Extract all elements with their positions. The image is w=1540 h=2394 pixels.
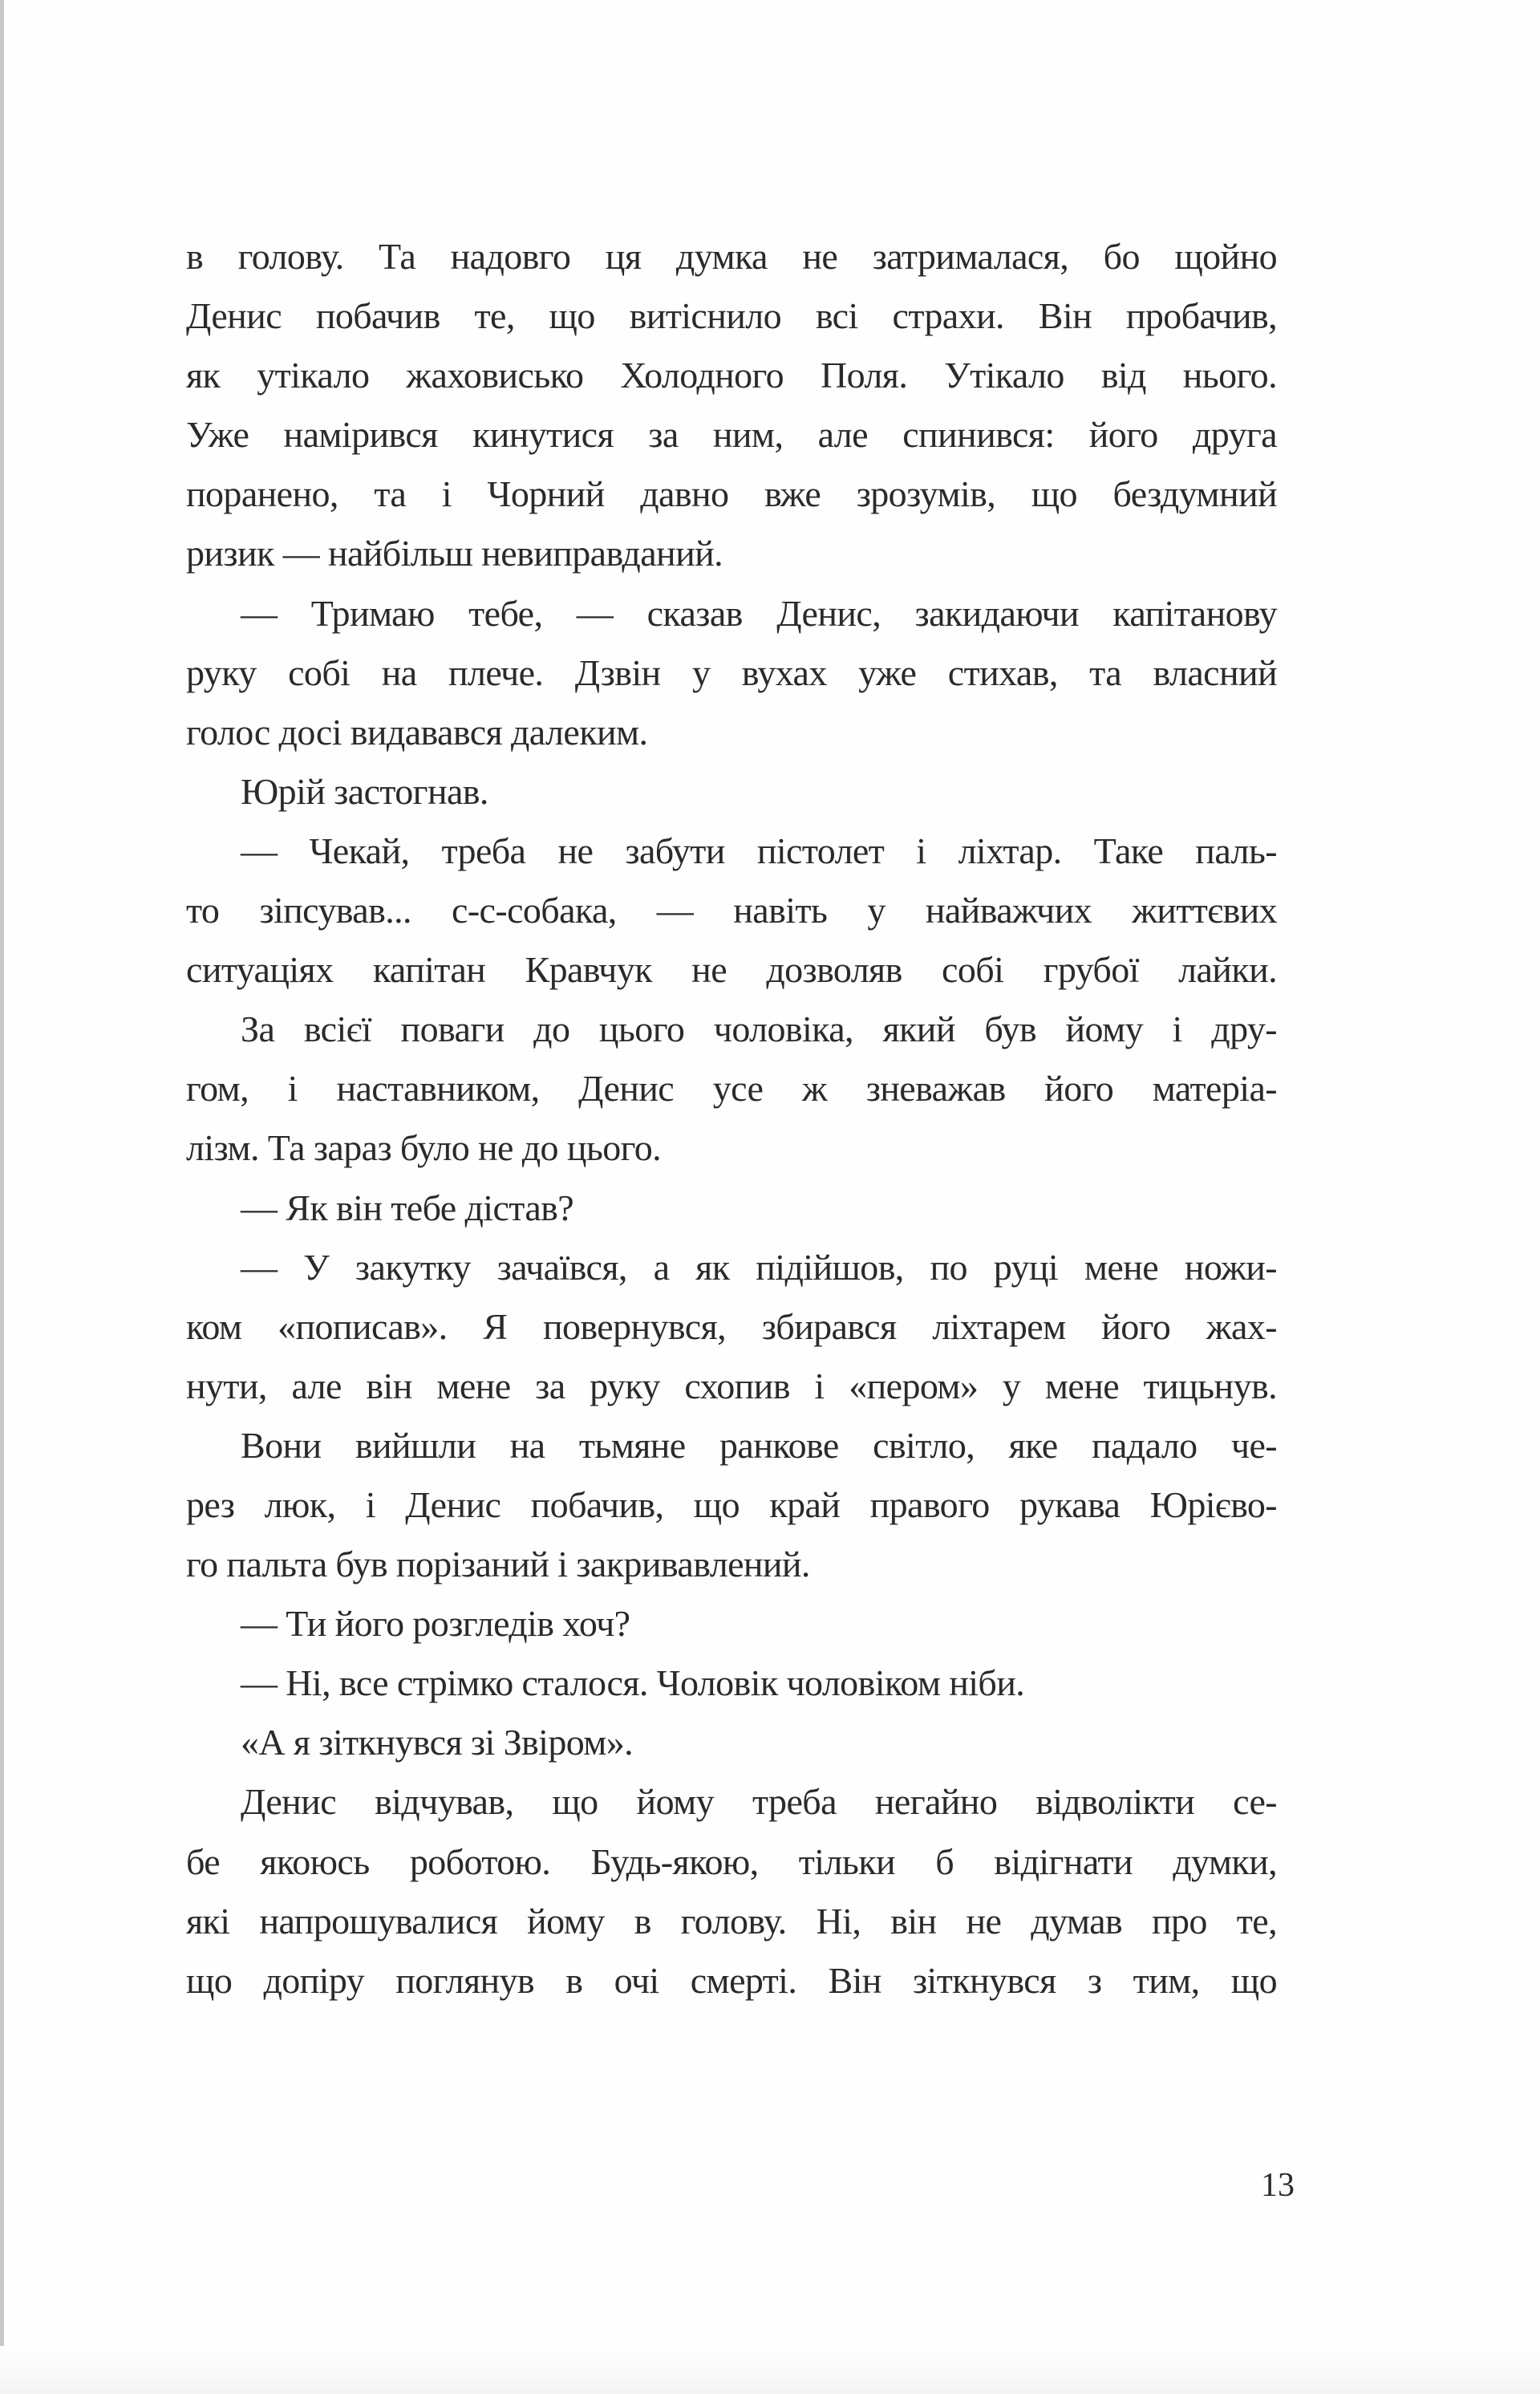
text-line: в голову. Та надовго ця думка не затрималася, бо щойно [186, 236, 1277, 277]
text-line: Уже намірився кинутися за ним, але спинився: його друга [186, 414, 1277, 456]
text-line: голос досі видавався далеким. [186, 711, 648, 753]
text-line: лізм. Та зараз було не до цього. [186, 1127, 662, 1169]
text-line: як утікало жаховисько Холодного Поля. Утікало від нього. [186, 355, 1277, 396]
text-line: ризик — найбільш невиправданий. [186, 533, 723, 574]
text-line: ситуаціях капітан Кравчук не дозволяв собі грубої лайки. [186, 949, 1277, 991]
text-line: — У закутку зачаївся, а як підійшов, по руці мене ножи- [241, 1246, 1277, 1288]
text-line: нути, але він мене за руку схопив і «пером» у мене тицьнув. [186, 1365, 1277, 1406]
page-edge [0, 0, 4, 2394]
body-text [186, 227, 1277, 2011]
text-line: — Тримаю тебе, — сказав Денис, закидаючи капітанову [241, 592, 1277, 634]
page-number: 13 [1261, 2167, 1295, 2204]
text-line: — Ти його розгледів хоч? [241, 1603, 630, 1645]
text-line: — Чекай, треба не забути пістолет і ліхтар. Таке паль- [241, 830, 1277, 871]
text-line: Денис побачив те, що витіснило всі страхи. Він пробачив, [186, 295, 1277, 337]
text-line: гом, і наставником, Денис усе ж зневажав його матеріа- [186, 1068, 1277, 1110]
text-line: поранено, та і Чорний давно вже зрозумів, що бездумний [186, 473, 1277, 515]
text-line: го пальта був порізаний і закривавлений. [186, 1544, 810, 1585]
text-line: Юрій застогнав. [241, 770, 488, 812]
text-line: «А я зіткнувся зі Звіром». [241, 1722, 634, 1763]
text-line: то зіпсував... с-с-собака, — навіть у найважчих життєвих [186, 890, 1277, 931]
text-line: рез люк, і Денис побачив, що край правого рукава Юрієво- [186, 1483, 1277, 1525]
text-line: Вони вийшли на тьмяне ранкове світло, яке падало че- [241, 1424, 1277, 1466]
page-bottom-shadow [0, 2346, 1540, 2394]
text-line: бе якоюсь роботою. Будь-якою, тільки б відігнати думки, [186, 1840, 1277, 1882]
text-line: ком «пописав». Я повернувся, збирався ліхтарем його жах- [186, 1305, 1277, 1347]
text-line: За всієї поваги до цього чоловіка, який був йому і дру- [241, 1008, 1277, 1050]
text-line: що допіру поглянув в очі смерті. Він зіткнувся з тим, що [186, 1959, 1277, 2001]
text-line: руку собі на плече. Дзвін у вухах уже стихав, та власний [186, 651, 1277, 693]
text-line: Денис відчував, що йому треба негайно відволікти се- [241, 1781, 1277, 1823]
text-line: — Як він тебе дістав? [241, 1187, 574, 1228]
text-line: — Ні, все стрімко сталося. Чоловік чоловіком ніби. [241, 1662, 1025, 1704]
text-line: які напрошувалися йому в голову. Ні, він не думав про те, [186, 1900, 1277, 1942]
